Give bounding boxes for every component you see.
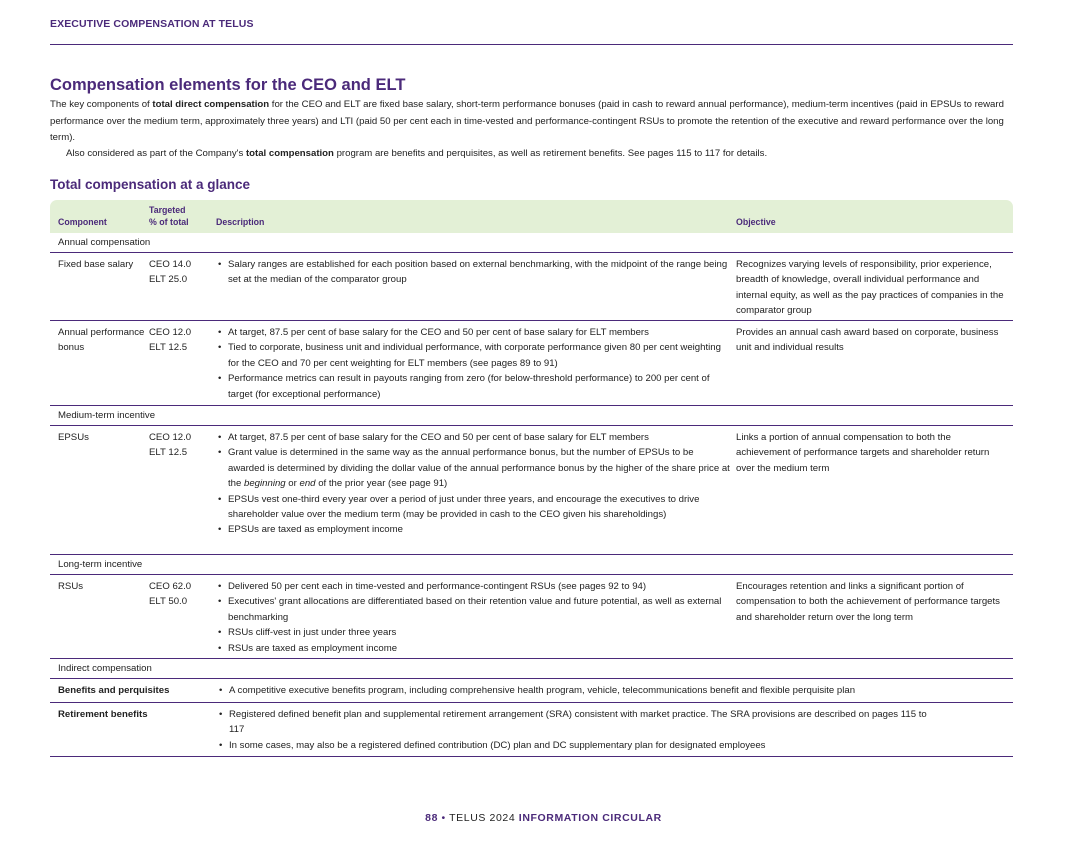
header-component: Component [58, 217, 107, 227]
page-footer [0, 812, 1087, 824]
cell-target [149, 325, 211, 356]
cell-objective: Encourages retention and links a significant portion of compensation to both the achievement of performance targets and shareholder return over the long term [736, 581, 1000, 623]
cell-description [216, 579, 731, 656]
intro-paragraph [50, 97, 1013, 147]
header-divider [50, 44, 1013, 45]
cell-component: EPSUs [58, 432, 89, 443]
header-objective: Objective [736, 217, 776, 227]
description-bullet: • Registered defined benefit plan and supplemental retirement arrangement (SRA) consistent with market practice. The SRA provisions are described on pages 115 to 117 [217, 707, 937, 738]
running-header: EXECUTIVE COMPENSATION AT TELUS [50, 18, 254, 30]
intro-bold-term: total compensation [245, 148, 334, 159]
cell-component: Benefits and perquisites [58, 685, 170, 696]
target-ceo: CEO 12.0 [149, 432, 192, 443]
intro-text: program are benefits and perquisites, as well as retirement benefits. See pages 115 to 117 for details. [333, 148, 768, 159]
description-bullet [216, 445, 731, 491]
cell-objective: Links a portion of annual compensation to both the achievement of performance targets and shareholder return over the medium term [736, 432, 990, 474]
header-description: Description [216, 217, 265, 227]
description-bullet: • EPSUs are taxed as employment income [216, 522, 731, 537]
intro-paragraph-2 [50, 146, 1013, 163]
cell-objective: Recognizes varying levels of responsibility, prior experience, breadth of knowledge, overall individual performance and internal equity, as well as the pay practices of companies in the comparator group [736, 259, 1004, 317]
description-bullet: • A competitive executive benefits program, including comprehensive health program, vehicle, telecommunications benefit and flexible perquisite plan [217, 683, 977, 698]
description-bullet: • EPSUs vest one-third every year over a period of just under three years, and encourage the executives to drive shareholder value over the medium term (may be provided in cash to the CEO given his shareholdings) [216, 492, 731, 523]
table-row-retirement [50, 703, 1013, 757]
section-row-annual: Annual compensation [50, 233, 1013, 253]
intro-text: The key components of [50, 99, 153, 110]
description-bullet: • In some cases, may also be a registered defined contribution (DC) plan and DC supplementary plan for designated employees [217, 738, 977, 753]
table-row-rsus [50, 575, 1013, 659]
description-bullet: • Delivered 50 per cent each in time-vested and performance-contingent RSUs (see pages 92 to 94) [216, 579, 731, 594]
cell-description [216, 430, 731, 538]
section-title: Total compensation at a glance [50, 177, 251, 192]
bullet-italic: end [299, 478, 316, 490]
bullet-text: Grant value is determined in the same way as the annual performance bonus, but the number of EPSUs to be awarded is determined by dividing the dollar value of the annual performance bonus by the higher of the share price at the [228, 447, 730, 490]
footer-doc-title: INFORMATION CIRCULAR [518, 812, 662, 824]
target-elt: ELT 12.5 [149, 342, 188, 354]
compensation-table [50, 200, 1013, 757]
page-number: 88 [425, 812, 439, 824]
intro-text: Also considered as part of the Company's [66, 148, 246, 159]
bullet-text: or [285, 478, 300, 490]
description-bullet: • RSUs are taxed as employment income [216, 641, 731, 656]
cell-description [216, 257, 731, 288]
target-elt: ELT 50.0 [149, 596, 188, 608]
target-ceo: CEO 14.0 [149, 259, 192, 270]
target-ceo: CEO 12.0 [149, 327, 192, 338]
intro-bold-term: total direct compensation [152, 99, 270, 110]
cell-description [216, 325, 731, 402]
description-bullet: • At target, 87.5 per cent of base salary for the CEO and 50 per cent of base salary for ELT members [216, 430, 731, 445]
description-bullet: • At target, 87.5 per cent of base salary for the CEO and 50 per cent of base salary for ELT members [216, 325, 731, 340]
description-bullet: • Tied to corporate, business unit and individual performance, with corporate performance given 80 per cent weighting for the CEO and 70 per cent weighting for ELT members (see pages 89 to 91) [216, 340, 731, 371]
table-row-epsus [50, 426, 1013, 555]
footer-brand: TELUS 2024 [449, 812, 519, 824]
intro-text: for the CEO and ELT are fixed base salary, short-term performance bonuses (paid in cash to reward annual performance), medium-term incentives (paid in EPSUs to reward performance over the medium term, approximately three years) and LTI (paid 50 per cent each in time-vested and performance-contingent RSUs to promote the retention of the executive and reward performance over the long term). [50, 99, 1004, 143]
cell-component: Annual performance bonus [58, 327, 145, 354]
header-targeted: Targeted [149, 205, 186, 215]
page-title: Compensation elements for the CEO and ELT [50, 76, 406, 94]
description-bullet: • Executives' grant allocations are differentiated based on their retention value and future potential, as well as external benchmarking [216, 594, 731, 625]
section-row-medium: Medium-term incentive [50, 406, 1013, 426]
cell-description [217, 707, 937, 753]
description-bullet: • RSUs cliff-vest in just under three years [216, 625, 731, 640]
footer-separator: • [438, 812, 450, 824]
description-bullet: • Performance metrics can result in payouts ranging from zero (for below-threshold performance) to 200 per cent of target (for exceptional performance) [216, 371, 731, 402]
cell-target [149, 579, 211, 610]
table-header [50, 200, 1013, 233]
target-elt: ELT 25.0 [149, 274, 188, 286]
target-ceo: CEO 62.0 [149, 581, 192, 592]
cell-objective: Provides an annual cash award based on corporate, business unit and individual results [736, 327, 999, 354]
cell-component: Fixed base salary [58, 259, 134, 270]
bullet-italic: beginning [244, 478, 286, 490]
cell-description [217, 683, 977, 698]
section-row-long: Long-term incentive [50, 555, 1013, 575]
cell-target [149, 430, 211, 461]
description-bullet: • Salary ranges are established for each position based on external benchmarking, with the midpoint of the range being set at the median of the comparator group [216, 257, 731, 288]
table-row-fixed-salary [50, 253, 1013, 321]
target-elt: ELT 12.5 [149, 447, 188, 459]
table-row-annual-bonus [50, 321, 1013, 406]
cell-component: Retirement benefits [58, 709, 148, 720]
header-percent-total: % of total [149, 217, 189, 227]
bullet-text: of the prior year (see page 91) [315, 478, 448, 490]
section-row-indirect: Indirect compensation [50, 659, 1013, 679]
cell-target [149, 257, 211, 288]
cell-component: RSUs [58, 581, 84, 592]
table-row-benefits [50, 679, 1013, 703]
